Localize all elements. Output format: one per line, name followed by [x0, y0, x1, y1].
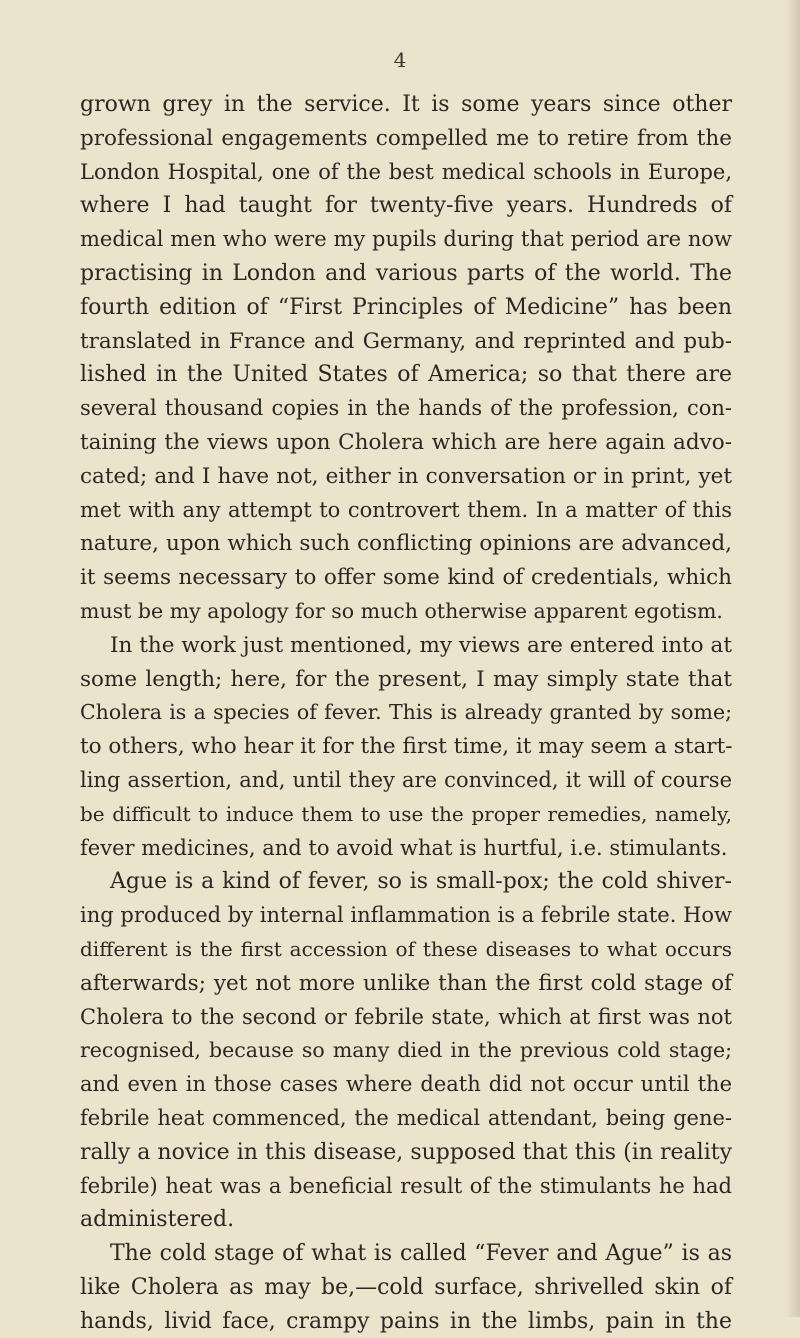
text-line: Cholera is a species of fever. This is already granted by some; — [80, 700, 732, 725]
text-line: lished in the United States of America; so that there are — [80, 362, 732, 388]
text-line: ling assertion, and, until they are convinced, it will of course — [80, 767, 732, 792]
text-line: it seems necessary to offer some kind of credentials, which — [80, 565, 732, 591]
text-line: Ague is a kind of fever, so is small-pox; the cold shiver- — [110, 869, 732, 895]
text-line: like Cholera as may be,—cold surface, shrivelled skin of — [80, 1274, 732, 1300]
text-line: The cold stage of what is called “Fever and Ague” is as — [110, 1241, 732, 1267]
text-line: recognised, because so many died in the previous cold stage; — [80, 1038, 732, 1063]
text-line: febrile) heat was a beneficial result of the stimulants he had — [80, 1173, 732, 1198]
text-line: London Hospital, one of the best medical schools in Europe, — [80, 159, 732, 184]
text-line: nature, upon which such conflicting opinions are advanced, — [80, 531, 732, 557]
text-line: In the work just mentioned, my views are entered into at — [110, 632, 732, 658]
text-line: fourth edition of “First Principles of Medicine” has been — [80, 294, 732, 320]
text-line: rally a novice in this disease, supposed that this (in reality — [80, 1139, 732, 1165]
text-line: practising in London and various parts of the world. The — [80, 260, 732, 286]
page-number: 4 — [393, 48, 407, 72]
text-line: different is the first accession of these diseases to what occurs — [80, 936, 732, 961]
body-text — [80, 88, 732, 1338]
text-line: hands, livid face, crampy pains in the limbs, pain in the — [80, 1308, 732, 1334]
text-line: met with any attempt to controvert them. In a matter of this — [80, 497, 732, 522]
text-line: afterwards; yet not more unlike than the first cold stage of — [80, 970, 732, 996]
text-line: grown grey in the service. It is some years since other — [80, 92, 732, 117]
text-line: febrile heat commenced, the medical attendant, being gene- — [80, 1105, 732, 1130]
text-line: professional engagements compelled me to retire from the — [80, 125, 732, 151]
text-line: several thousand copies in the hands of the profession, con- — [80, 396, 732, 421]
text-line: ing produced by internal inflammation is a febrile state. How — [80, 903, 732, 928]
text-line: must be my apology for so much otherwise apparent egotism. — [80, 598, 723, 623]
text-line: cated; and I have not, either in conversation or in print, yet — [80, 463, 732, 489]
text-line: some length; here, for the present, I may simply state that — [80, 666, 732, 692]
text-line: medical men who were my pupils during that period are now — [80, 227, 732, 252]
text-line: translated in France and Germany, and reprinted and pub- — [80, 328, 732, 354]
text-line: and even in those cases where death did not occur until the — [80, 1072, 732, 1097]
text-line: Cholera to the second or febrile state, which at first was not — [80, 1004, 732, 1029]
page-edge-shadow — [786, 0, 800, 1317]
text-line: where I had taught for twenty-five years. Hundreds of — [80, 193, 732, 219]
text-line: administered. — [80, 1207, 235, 1233]
text-line: to others, who hear it for the first time, it may seem a start- — [80, 734, 733, 760]
text-line: fever medicines, and to avoid what is hurtful, i.e. stimulants. — [80, 835, 728, 860]
text-line: taining the views upon Cholera which are here again advo- — [80, 429, 732, 455]
text-line: be difficult to induce them to use the proper remedies, namely, — [80, 801, 732, 826]
